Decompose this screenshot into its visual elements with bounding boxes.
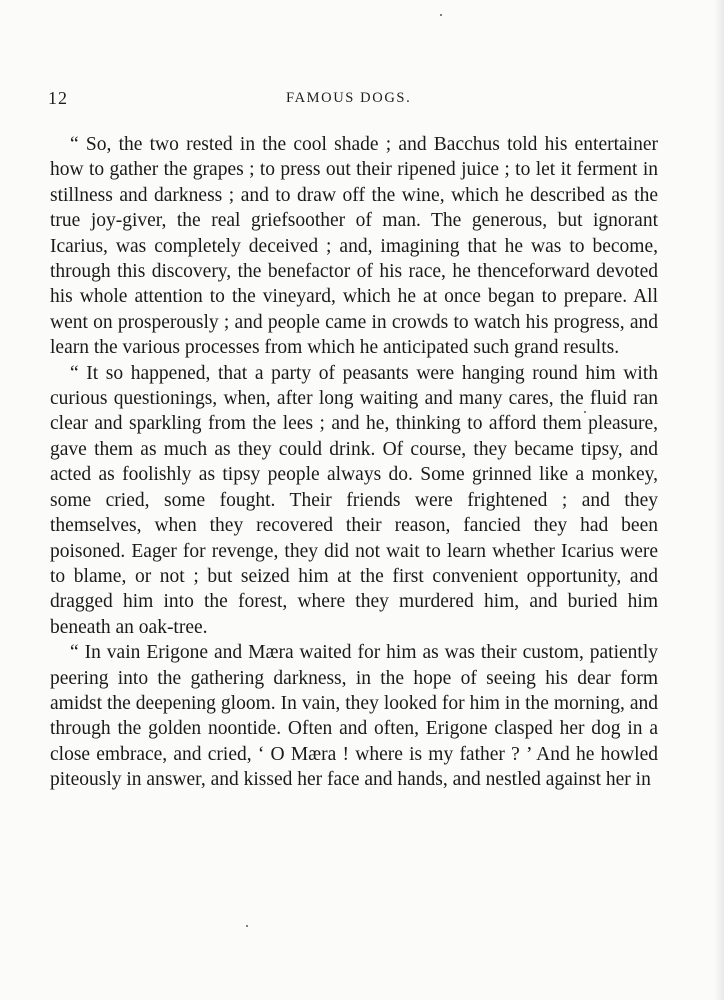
paragraph-1: “ So, the two rested in the cool shade ; and Bacchus told his entertainer how to gather the grapes ; to press out their ripened juice ; to let it ferment in stillness and darkness ; and to draw off the wine, which he described as the true joy-giver, the real griefsoother of man. The generous, but ignorant Icarius, was completely deceived ; and, imagining that he was to become, through this discovery, the benefactor of his race, he thenceforward devoted his whole attention to the vineyard, which he at once began to prepare. All went on prosperously ; and people came in crowds to watch his progress, and learn the various processes from which he anticipated such grand results. bbox=[50, 134, 658, 359]
ink-speck bbox=[246, 925, 248, 927]
page-number: 12 bbox=[48, 88, 68, 108]
page-title: FAMOUS DOGS. bbox=[286, 90, 412, 106]
ink-speck bbox=[584, 411, 586, 413]
page-edge-shadow bbox=[714, 0, 724, 1000]
ink-speck bbox=[440, 14, 442, 16]
paragraph-3: “ In vain Erigone and Mæra waited for him as was their custom, patiently peering into the gathering darkness, in the hope of seeing his dear form amidst the deepening gloom. In vain, they looked for him in the morning, and through the golden noontide. Often and often, Erigone clasped her dog in a close embrace, and cried, ‘ O Mæra ! where is my father ? ’ And he howled piteously in answer, and kissed her face and hands, and nestled against her in bbox=[50, 642, 658, 791]
paragraph-2: “ It so happened, that a party of peasants were hanging round him with curious questionings, when, after long waiting and many cares, the fluid ran clear and sparkling from the lees ; and he, thinking to afford them pleasure, gave them as much as they could drink. Of course, they became tipsy, and acted as foolishly as tipsy people always do. Some grinned like a monkey, some cried, some fought. Their friends were frightened ; and they themselves, when they recovered their reason, fancied they had been poisoned. Eager for revenge, they did not wait to learn whether Icarius were to blame, or not ; but seized him at the first convenient opportunity, and dragged him into the forest, where they murdered him, and buried him beneath an oak-tree. bbox=[50, 362, 658, 638]
running-head bbox=[48, 88, 658, 112]
body-text bbox=[50, 132, 658, 793]
